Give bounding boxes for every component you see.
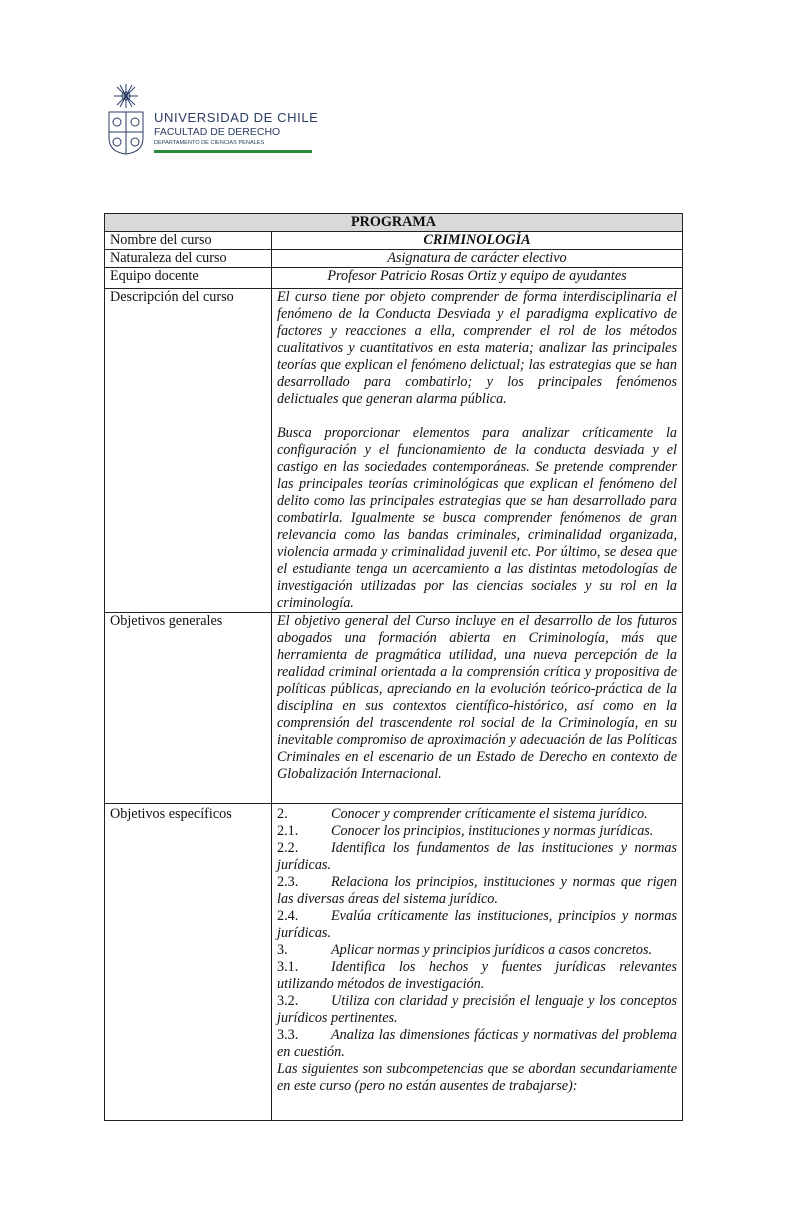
row-label: Objetivos generales — [105, 613, 272, 804]
university-name: UNIVERSIDAD DE CHILE — [154, 110, 319, 125]
university-logo — [106, 84, 319, 160]
table-row — [105, 250, 683, 268]
row-label: Equipo docente — [105, 268, 272, 289]
department-name: DEPARTAMENTO DE CIENCIAS PENALES — [154, 140, 265, 146]
row-label: Descripción del curso — [105, 289, 272, 613]
course-nature: Asignatura de carácter electivo — [272, 250, 683, 268]
table-row — [105, 804, 683, 1121]
table-row — [105, 268, 683, 289]
objective-item: 3.3. Analiza las dimensiones fácticas y normativas del problema en cuestión. — [277, 1027, 677, 1060]
objective-item: 3.2. Utiliza con claridad y precisión el lenguaje y los conceptos jurídicos pertinentes. — [277, 993, 677, 1026]
objective-item: 2.3. Relaciona los principios, instituciones y normas que rigen las diversas áreas del sistema jurídico. — [277, 874, 677, 907]
description-paragraph: El curso tiene por objeto comprender de forma interdisciplinaria el fenómeno de la Conducta Desviada y el paradigma explicativo de factores y reacciones a ella, comprender el rol de los métodos cualitativos y cuantitativos en esta materia; analizar las principales teorías que explican el fenómeno delictual; las estrategias que se han desarrollado para combatirlo; y los principales fenómenos delictuales que generan alarma pública. — [277, 289, 677, 407]
objectives-closing: Las siguientes son subcompetencias que se abordan secundariamente en este curso (pero no están ausentes de trabajarse): — [277, 1061, 677, 1094]
university-crest-icon — [106, 84, 146, 156]
objective-item: 2.2. Identifica los fundamentos de las instituciones y normas jurídicas. — [277, 840, 677, 873]
objective-item: 2.1. Conocer los principios, instituciones y normas jurídicas. — [277, 823, 654, 839]
teaching-team: Profesor Patricio Rosas Ortiz y equipo de ayudantes — [272, 268, 683, 289]
table-header-row — [105, 214, 683, 232]
objective-item: 2. Conocer y comprender críticamente el sistema jurídico. — [277, 806, 648, 822]
table-row — [105, 232, 683, 250]
description-paragraph: Busca proporcionar elementos para analizar críticamente la configuración y el funcionamiento de la conducta desviada y el castigo en las sociedades contemporáneas. Se pretende comprender las principales teorías criminológicas que explican el fenómeno del delito como las principales estrategias que se han desarrollado para combatirla. Igualmente se busca comprender fenómenos de gran relevancia como las bandas criminales, criminalidad organizada, violencia armada y criminalidad juvenil etc. Por último, se desea que el estudiante tenga un acercamiento a las distintas metodologías de investigación utilizadas por las ciencias sociales y su rol en la criminología. — [277, 425, 677, 611]
general-objectives-text: El objetivo general del Curso incluye en el desarrollo de los futuros abogados una formación abierta en Criminología, más que herramienta de pragmática utilidad, una nueva percepción de la realidad criminal orientada a la comprensión crítica y propositiva de políticas públicas, apreciando en la evolución teórico-práctica de la disciplina en sus contextos científico-histórico, así como en la comprensión del trascendente rol social de la Criminología, en su inevitable compromiso de aproximación y adecuación de las Políticas Criminales en el escenario de un Estado de Derecho en contexto de Globalización Internacional. — [277, 613, 677, 782]
specific-objectives — [272, 804, 683, 1121]
objective-item: 2.4. Evalúa críticamente las instituciones, principios y normas jurídicas. — [277, 908, 677, 941]
course-name: CRIMINOLOGÍA — [272, 232, 683, 250]
table-header: PROGRAMA — [105, 214, 683, 232]
objective-item: 3. Aplicar normas y principios jurídicos a casos concretos. — [277, 942, 653, 958]
table-row — [105, 289, 683, 613]
logo-underline — [154, 150, 312, 153]
program-table — [104, 213, 683, 1121]
row-label: Naturaleza del curso — [105, 250, 272, 268]
faculty-name: FACULTAD DE DERECHO — [154, 126, 281, 138]
row-label: Nombre del curso — [105, 232, 272, 250]
course-description — [272, 289, 683, 613]
general-objectives — [272, 613, 683, 804]
objective-item: 3.1. Identifica los hechos y fuentes jurídicas relevantes utilizando métodos de investigación. — [277, 959, 677, 992]
row-label: Objetivos específicos — [105, 804, 272, 1121]
table-row — [105, 613, 683, 804]
